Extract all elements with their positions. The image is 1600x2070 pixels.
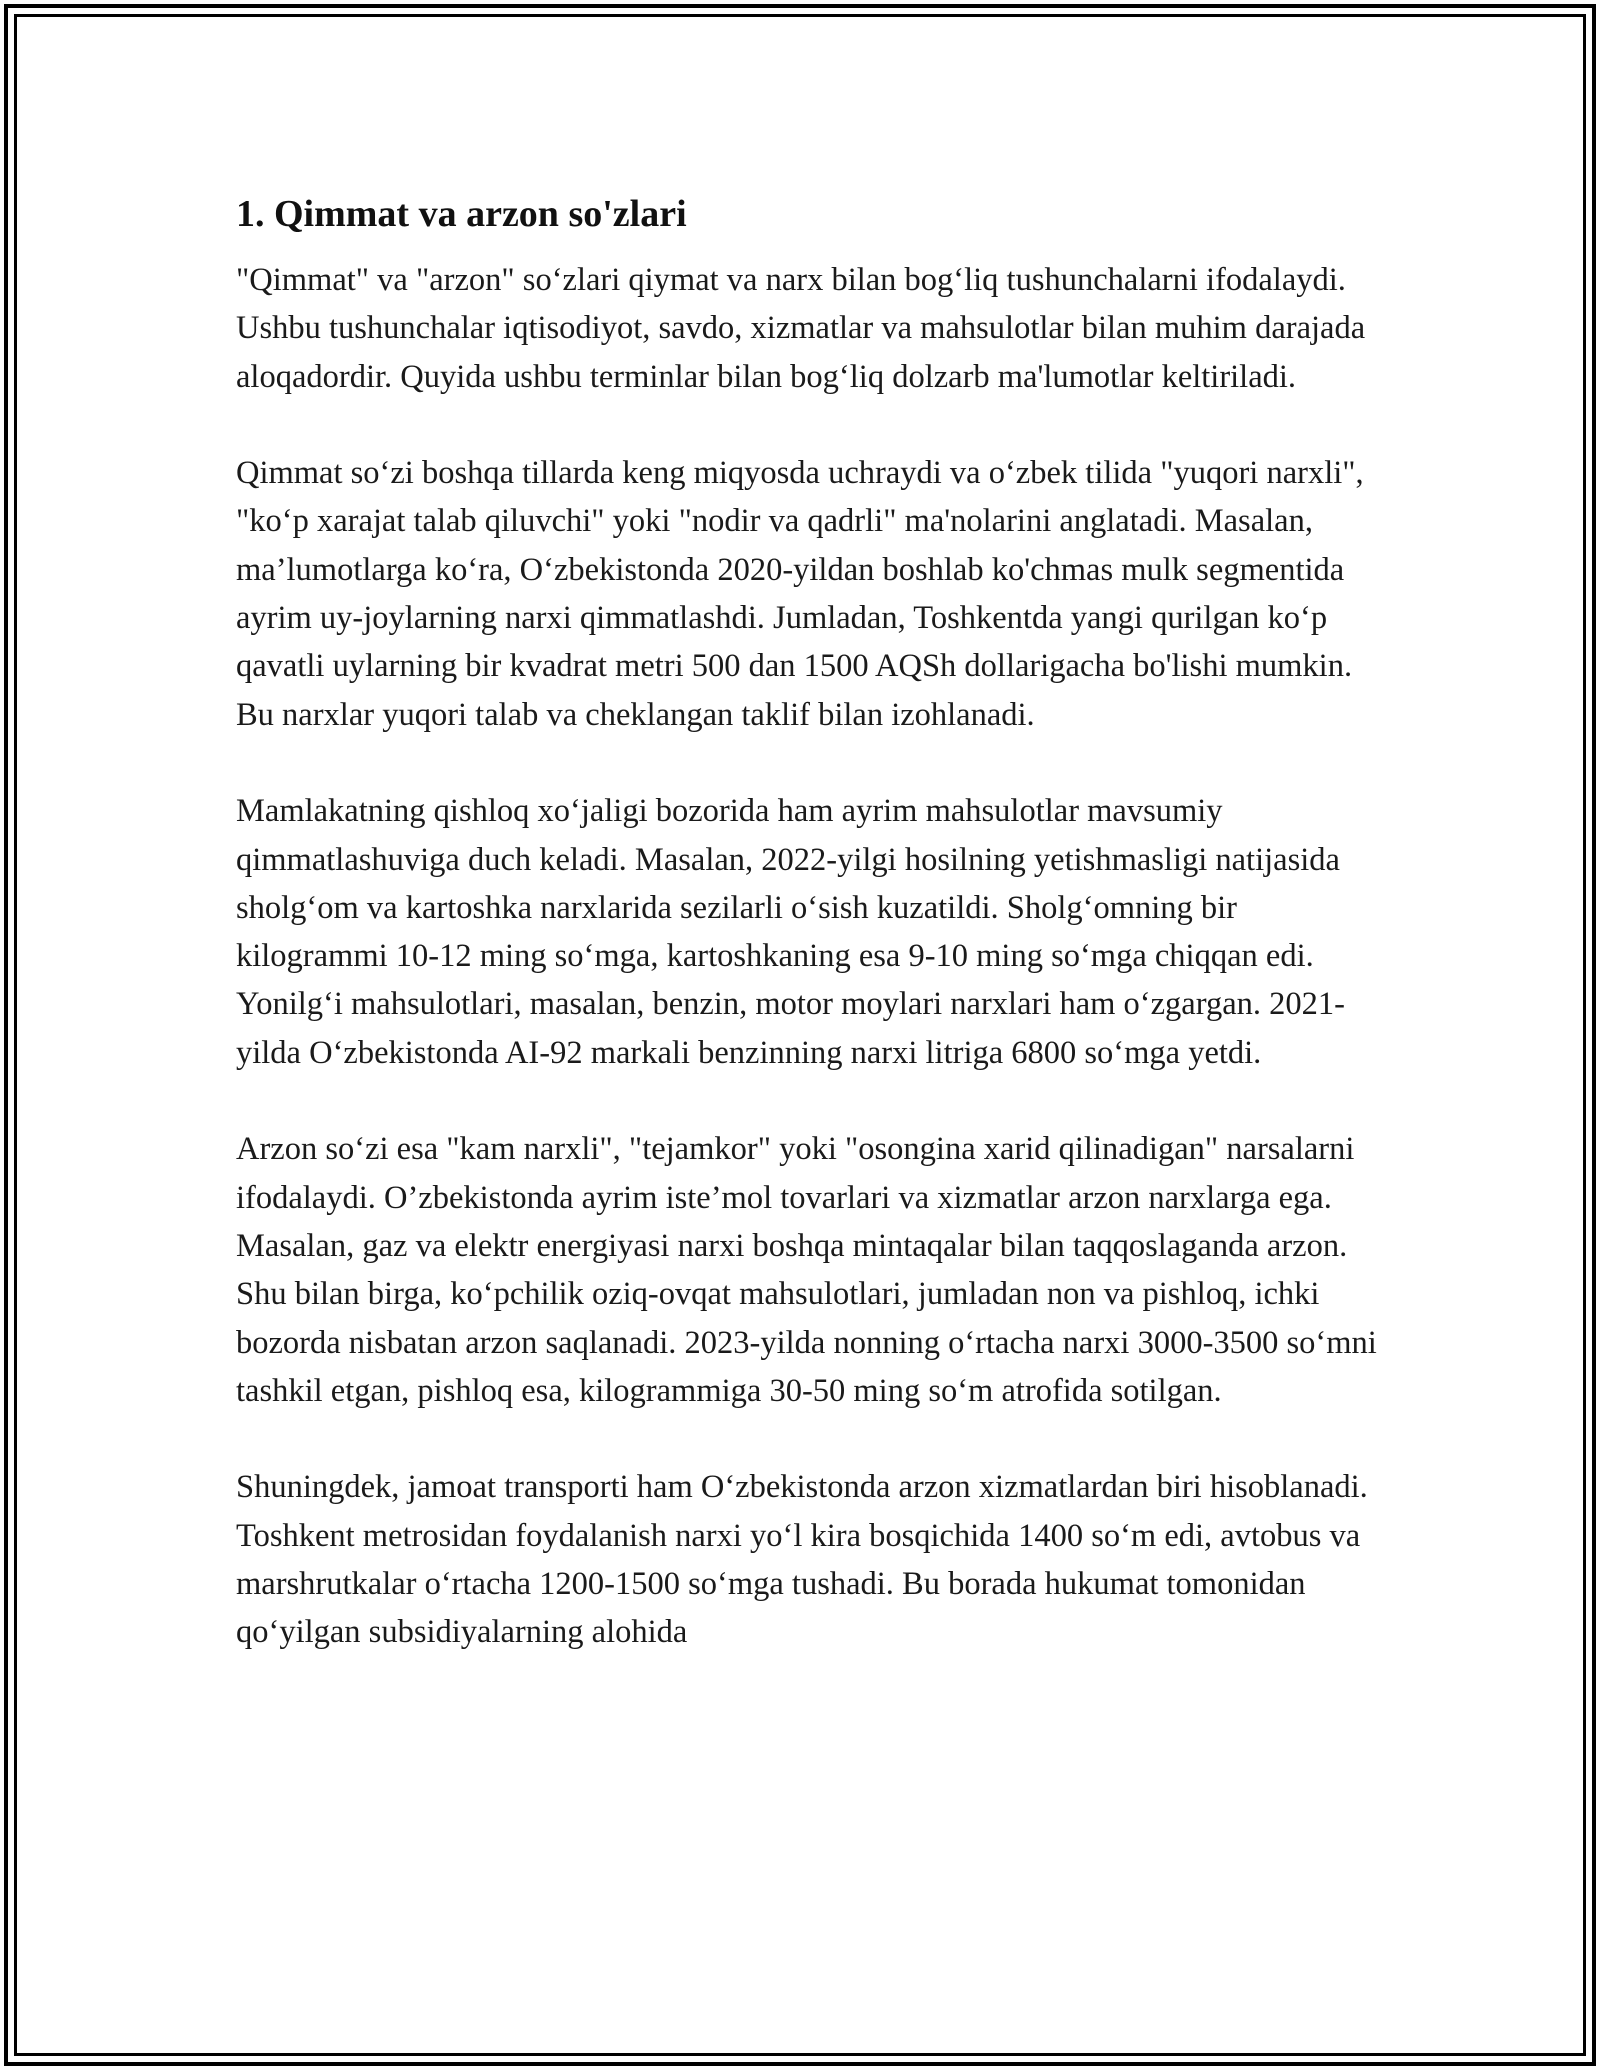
paragraph-agriculture-prices: Mamlakatning qishloq xo‘jaligi bozorida ham ayrim mahsulotlar mavsumiy qimmatlashuviga duch keladi. Masalan, 2022-yilgi hosilning yetishmasligi natijasida sholg‘om va kartoshka narxlarida sezilarli o‘sish kuzatildi. Sholg‘omning bir kilogrammi 10-12 ming so‘mga, kartoshkaning esa 9-10 ming so‘mga chiqqan edi. Yonilg‘i mahsulotlari, masalan, benzin, motor moylari narxlari ham o‘zgargan. 2021-yilda O‘zbekistonda AI-92 markali benzinning narxi litriga 6800 so‘mga yetdi. xyxy=(236,793,1345,1071)
paragraph-arzon-definition: Arzon so‘zi esa "kam narxli", "tejamkor" yoki "osongina xarid qilinadigan" narsalarni ifodalaydi. O’zbekistonda ayrim iste’mol tovarlari va xizmatlar arzon narxlarga ega. Masalan, gaz va elektr energiyasi narxi boshqa mintaqalar bilan taqqoslaganda arzon. Shu bilan birga, ko‘pchilik oziq-ovqat mahsulotlari, jumladan non va pishloq, ichki bozorda nisbatan arzon saqlanadi. 2023-yilda nonning o‘rtacha narxi 3000-3500 so‘mni tashkil etgan, pishloq esa, kilogrammiga 30-50 ming so‘m atrofida sotilgan. xyxy=(236,1131,1377,1409)
paragraph-public-transport: Shuningdek, jamoat transporti ham O‘zbekistonda arzon xizmatlardan biri hisoblanadi. Toshkent metrosidan foydalanish narxi yo‘l kira bosqichida 1400 so‘m edi, avtobus va marshrutkalar o‘rtacha 1200-1500 so‘mga tushadi. Bu borada hukumat tomonidan qo‘yilgan subsidiyalarning alohida xyxy=(236,1469,1368,1651)
document-body xyxy=(236,186,1381,1705)
paragraph-qimmat-definition: Qimmat so‘zi boshqa tillarda keng miqyosda uchraydi va o‘zbek tilida "yuqori narxli", "ko‘p xarajat talab qiluvchi" yoki "nodir va qadrli" ma'nolarini anglatadi. Masalan, ma’lumotlarga ko‘ra, O‘zbekistonda 2020-yildan boshlab ko'chmas mulk segmentida ayrim uy-joylarning narxi qimmatlashdi. Jumladan, Toshkentda yangi qurilgan ko‘p qavatli uylarning bir kvadrat metri 500 dan 1500 AQSh dollarigacha bo'lishi mumkin. Bu narxlar yuqori talab va cheklangan taklif bilan izohlanadi. xyxy=(236,455,1364,733)
section-heading: 1. Qimmat va arzon so'zlari xyxy=(236,193,687,235)
paragraph-intro: "Qimmat" va "arzon" so‘zlari qiymat va narx bilan bog‘liq tushunchalarni ifodalaydi. Ushbu tushunchalar iqtisodiyot, savdo, xizmatlar va mahsulotlar bilan muhim darajada aloqadordir. Quyida ushbu terminlar bilan bog‘liq dolzarb ma'lumotlar keltiriladi. xyxy=(236,262,1366,395)
